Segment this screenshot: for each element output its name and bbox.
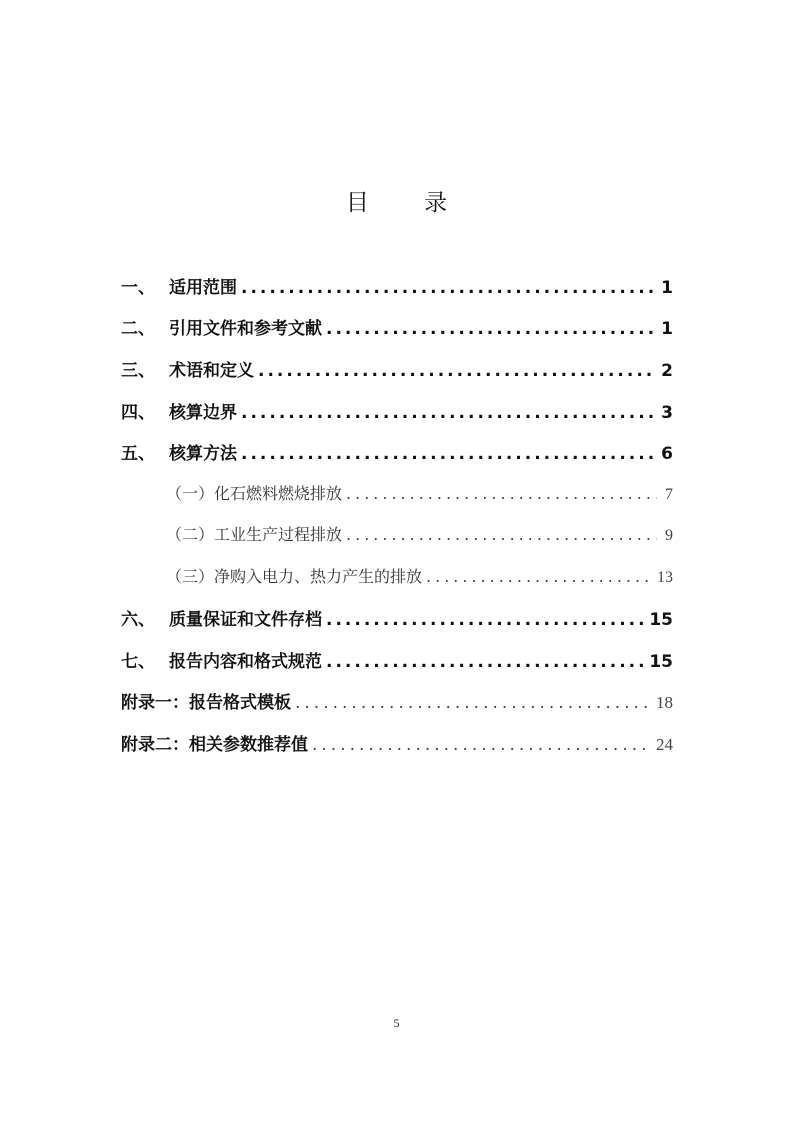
toc-entry[interactable] (121, 314, 673, 338)
toc-entry-number: 二、 (121, 319, 155, 339)
toc-entry-page: 2 (661, 361, 673, 381)
toc-leader-dots (312, 735, 652, 755)
toc-entry-page: 15 (649, 652, 673, 672)
toc-entry-page: 15 (649, 610, 673, 630)
toc-leader-dots (346, 525, 657, 544)
toc-leader-dots (241, 403, 657, 423)
toc-entry-number: 一、 (121, 278, 155, 298)
toc-appendix-entry[interactable] (121, 688, 673, 712)
toc-leader-dots (346, 484, 657, 503)
toc-subentry[interactable] (166, 522, 673, 546)
toc-entry-page: 1 (661, 319, 673, 339)
toc-entry[interactable] (121, 647, 673, 671)
toc-entry-page: 24 (656, 735, 673, 754)
toc-entry[interactable] (121, 356, 673, 380)
toc-entry-label: 适用范围 (169, 278, 237, 298)
toc-entry-page: 7 (665, 486, 673, 503)
toc-entry-number: 七、 (121, 652, 155, 672)
toc-entry-page: 1 (661, 278, 673, 298)
toc-entry[interactable] (121, 398, 673, 422)
toc-leader-dots (326, 610, 645, 630)
toc-leader-dots (326, 652, 645, 672)
toc-entry-label: （二）工业生产过程排放 (166, 525, 343, 544)
toc-entry-page: 18 (656, 693, 673, 712)
toc-entry-label: 引用文件和参考文献 (169, 319, 322, 339)
toc-entry[interactable] (121, 439, 673, 463)
toc-subentry[interactable] (166, 481, 673, 505)
toc-leader-dots (258, 361, 657, 381)
toc-entry-label: （三）净购入电力、热力产生的排放 (166, 567, 423, 586)
toc-leader-dots (295, 693, 652, 713)
toc-subentry[interactable] (166, 564, 673, 588)
toc-leader-dots (241, 444, 657, 464)
toc-entry-number: 六、 (121, 610, 155, 630)
toc-entry-label: 报告内容和格式规范 (169, 652, 322, 672)
toc-leader-dots (326, 319, 657, 339)
toc-entry-number: 三、 (121, 361, 155, 381)
toc-entry-label: 附录二：相关参数推荐值 (121, 735, 308, 755)
toc-entry-page: 3 (661, 403, 673, 423)
toc-entry-label: 核算方法 (169, 444, 237, 464)
toc-entry-number: 五、 (121, 444, 155, 464)
toc-entry[interactable] (121, 605, 673, 629)
toc-entry-label: 核算边界 (169, 403, 237, 423)
toc-entry-label: （一）化石燃料燃烧排放 (166, 484, 343, 503)
page-number: 5 (393, 1016, 400, 1030)
toc-entry-label: 附录一：报告格式模板 (121, 693, 291, 713)
toc-entry-page: 6 (661, 444, 673, 464)
toc-appendix-entry[interactable] (121, 730, 673, 754)
toc-entry-page: 9 (665, 527, 673, 544)
toc-entry-number: 四、 (121, 403, 155, 423)
toc-entry-label: 术语和定义 (169, 361, 254, 381)
toc-leader-dots (426, 567, 653, 586)
toc-entry-page: 13 (657, 569, 673, 586)
toc-leader-dots (241, 278, 657, 298)
toc-title: 目 录 (345, 190, 472, 216)
toc-entry-label: 质量保证和文件存档 (169, 610, 322, 630)
toc-entry[interactable] (121, 273, 673, 297)
